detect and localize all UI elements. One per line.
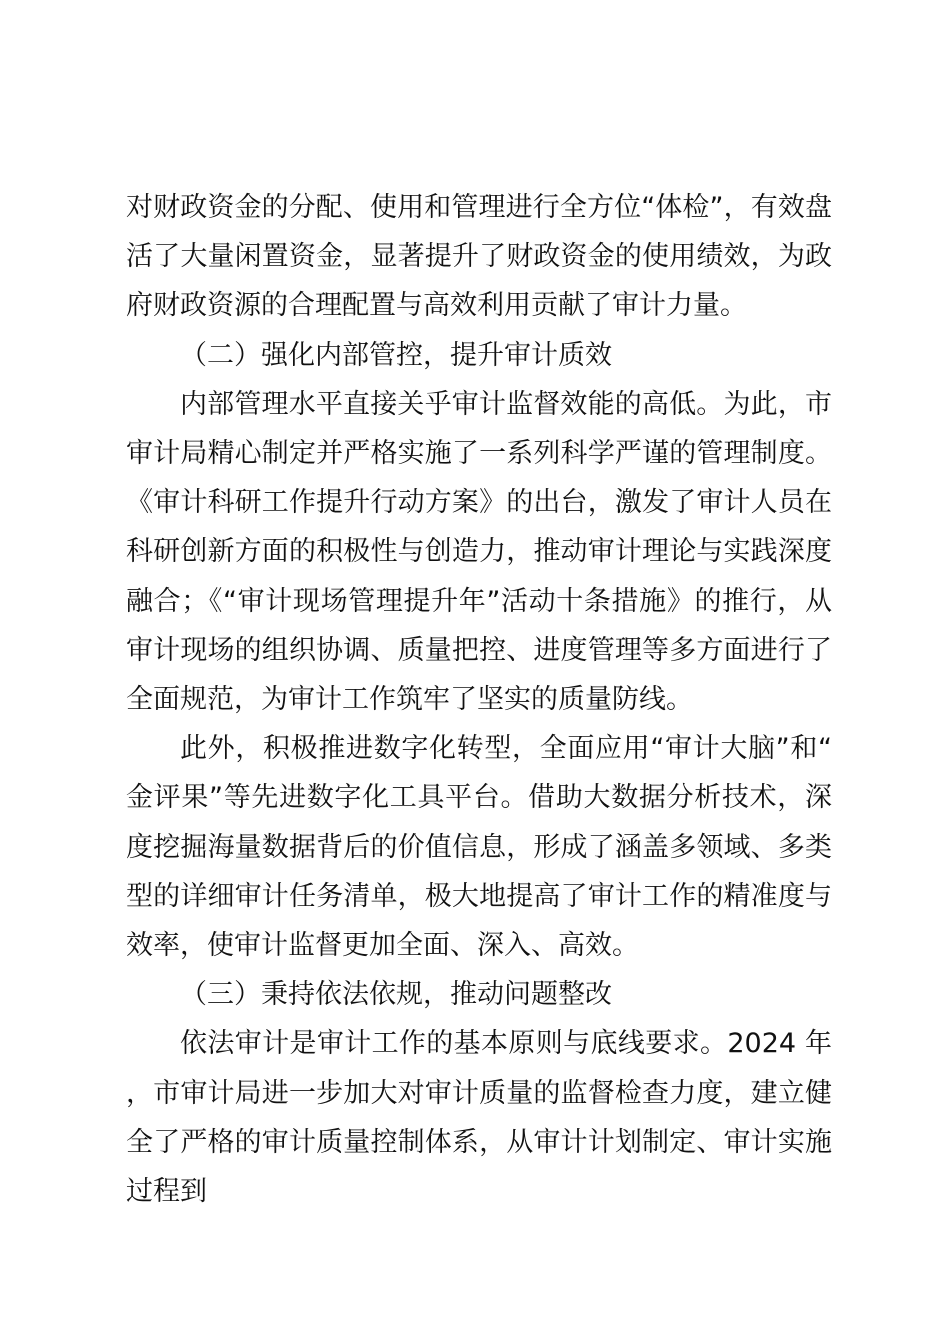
section-heading-2: （二）强化内部管控，提升审计质效 (180, 339, 612, 371)
paragraph-continued: 对财政资金的分配、使用和管理进行全方位“体检”，有效盘活了大量闲置资金，显著提升了财政资金的使用绩效，为政府财政资源的合理配置与高效利用贡献了审计力量。 (126, 192, 832, 322)
paragraph-internal-management: 内部管理水平直接关乎审计监督效能的高低。为此，市审计局精心制定并严格实施了一系列科学严谨的管理制度。《审计科研工作提升行动方案》的出台，激发了审计人员在科研创新方面的积极性与创造力，推动审计理论与实践深度融合；《“审计现场管理提升年”活动十条措施》的推行，从审计现场的组织协调、质量把控、进度管理等多方面进行了全面规范，为审计工作筑牢了坚实的质量防线。 (126, 388, 832, 716)
paragraph-digital-transformation: 此外，积极推进数字化转型，全面应用“审计大脑”和“金评果”等先进数字化工具平台。借助大数据分析技术，深度挖掘海量数据背后的价值信息，形成了涵盖多领域、多类型的详细审计任务清单，极大地提高了审计工作的精准度与效率，使审计监督更加全面、深入、高效。 (126, 733, 832, 962)
section-heading-3: （三）秉持依法依规，推动问题整改 (180, 979, 612, 1011)
document-body (126, 183, 832, 1216)
paragraph-lawful-audit: 依法审计是审计工作的基本原则与底线要求。2024 年，市审计局进一步加大对审计质量的监督检查力度，建立健全了严格的审计质量控制体系，从审计计划制定、审计实施过程到 (126, 1028, 832, 1208)
